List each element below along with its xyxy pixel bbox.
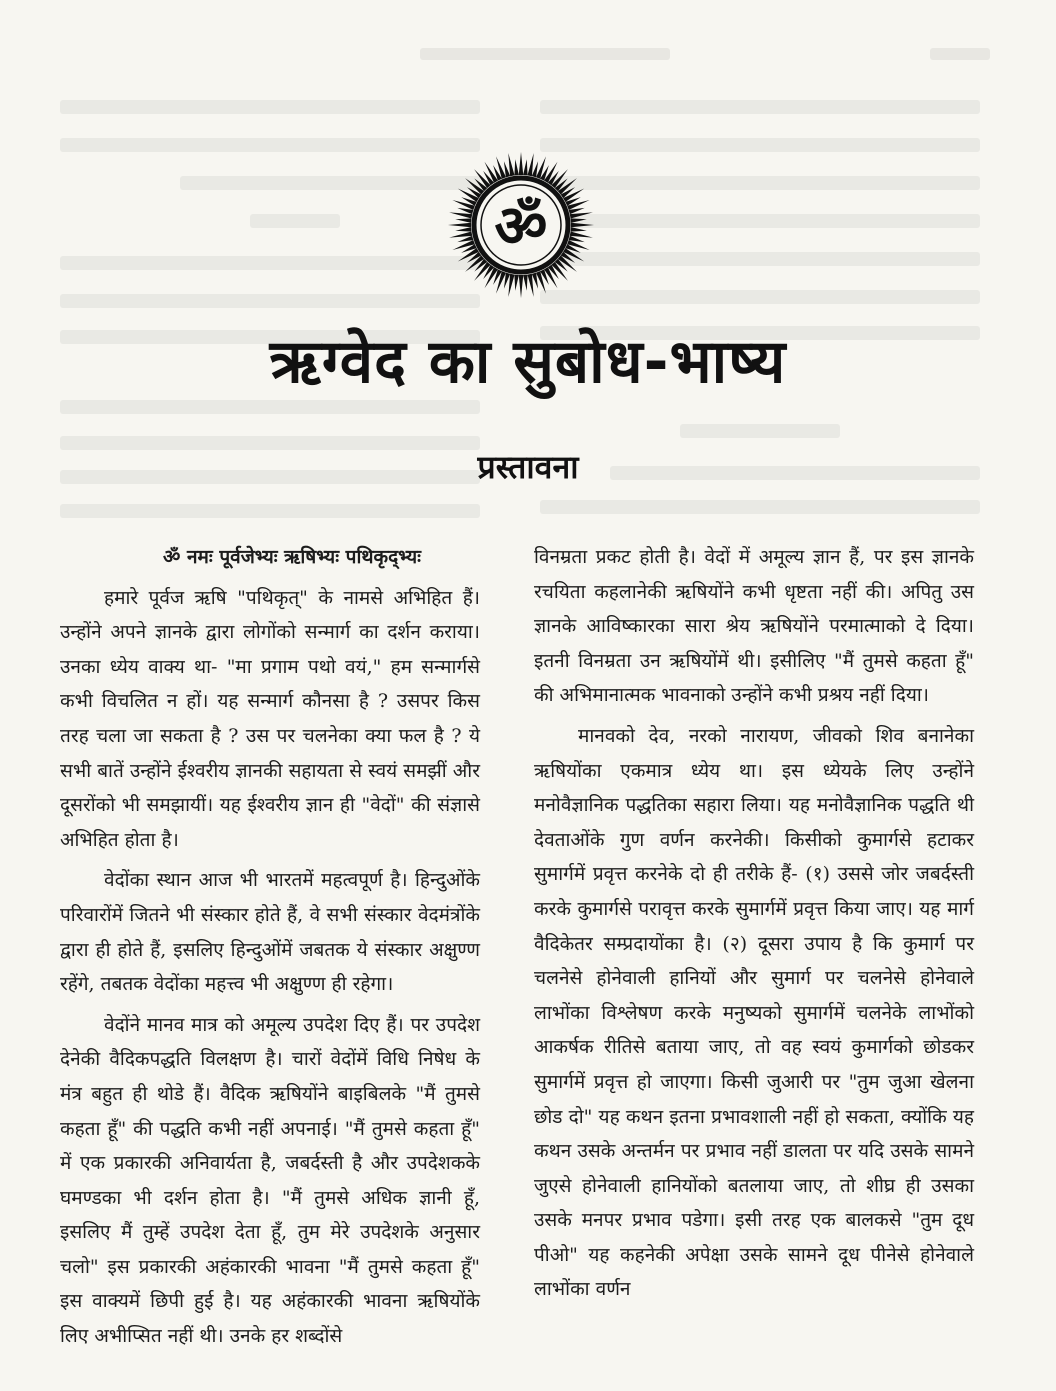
svg-text:ॐ: ॐ [494,192,548,260]
invocation-line: ॐ नमः पूर्वजेभ्यः ऋषिभ्यः पथिकृद्भ्यः [163,546,421,568]
left-column [60,540,480,1360]
section-heading: प्रस्तावना [477,448,579,486]
show-through-header [60,48,990,62]
om-sun-icon [446,150,596,300]
paragraph: वेदोंने मानव मात्र को अमूल्य उपदेश दिए हैं। पर उपदेश देनेकी वैदिकपद्धति विलक्षण है। चारों वेदोंमें विधि निषेध के मंत्र बहुत ही थोडे हैं। वैदिक ऋषियोंने बाइबिलके "मैं तुमसे कहता हूँ" की पद्धति कभी नहीं अपनाई। "मैं तुमसे कहता हूँ" में एक प्रकारकी अनिवार्यता है, जबर्दस्ती है और उपदेशकके घमण्डका भी दर्शन होता है। "मैं तुमसे अधिक ज्ञानी हूँ, इसलिए मैं तुम्हें उपदेश देता हूँ, तुम मेरे उपदेशके अनुसार चलो" इस प्रकारकी अहंकारकी भावना "मैं तुमसे कहता हूँ" इस वाक्यमें छिपी हुई है। यह अहंकारकी भावना ऋषियोंके लिए अभीप्सित नहीं थी। उनके हर शब्दोंसे [60,1013,480,1348]
page-title: ऋग्वेद का सुबोध-भाष्य [269,327,787,397]
paragraph: मानवको देव, नरको नारायण, जीवको शिव बनानेका ऋषियोंका एकमात्र ध्येय था। इस ध्येयके लिए उन्होंने मनोवैज्ञानिक पद्धतिका सहारा लिया। यह मनोवैज्ञानिक पद्धति थी देवताओंके गुण वर्णन करनेकी। किसीको कुमार्गसे हटाकर सुमार्गमें प्रवृत्त करनेके दो ही तरीके हैं- (१) उससे जोर जबर्दस्ती करके कुमार्गसे परावृत्त करके सुमार्गमें प्रवृत्त किया जाए। यह मार्ग वैदिकेतर सम्प्रदायोंका है। (२) दूसरा उपाय है कि कुमार्ग पर चलनेसे होनेवाली हानियों और सुमार्ग पर चलनेसे होनेवाले लाभोंका विश्लेषण करके मनुष्यको सुमार्गमें चलनेके लाभोंको आकर्षक रीतिसे बताया जाए, तो वह स्वयं कुमार्गको छोडकर सुमार्गमें प्रवृत्त हो जाएगा। किसी जुआरी पर "तुम जुआ खेलना छोड दो" यह कथन इतना प्रभावशाली नहीं हो सकता, क्योंकि यह कथन उसके अन्तर्मन पर प्रभाव नहीं डालता पर यदि उसके सामने जुएसे होनेवाली हानियोंको बतलाया जाए, तो शीघ्र ही उसका उसके मनपर प्रभाव पडेगा। इसी तरह एक बालकसे "तुम दूध पीओ" यह कहनेकी अपेक्षा उसके सामने दूध पीनेसे होनेवाले लाभोंका वर्णन [534,724,974,1301]
right-column [534,540,974,1313]
paragraph: वेदोंका स्थान आज भी भारतमें महत्वपूर्ण है। हिन्दुओंके परिवारोंमें जितने भी संस्कार होते हैं, वे सभी संस्कार वेदमंत्रोंके द्वारा ही होते हैं, इसलिए हिन्दुओंमें जबतक ये संस्कार अक्षुण्ण रहेंगे, तबतक वेदोंका महत्त्व भी अक्षुण्ण ही रहेगा। [60,869,480,996]
paragraph: हमारे पूर्वज ऋषि "पथिकृत्" के नामसे अभिहित हैं। उन्होंने अपने ज्ञानके द्वारा लोगोंको सन्मार्ग का दर्शन कराया। उनका ध्येय वाक्य था- "मा प्रगाम पथो वयं," हम सन्मार्गसे कभी विचलित न हों। यह सन्मार्ग कौनसा है ? उसपर किस तरह चला जा सकता है ? उस पर चलनेका क्या फल है ? ये सभी बातें उन्होंने ईश्वरीय ज्ञानकी सहायता से स्वयं समझीं और दूसरोंको भी समझायीं। यह ईश्वरीय ज्ञान ही "वेदों" की संज्ञासे अभिहित होता है। [60,586,480,851]
paragraph: विनम्रता प्रकट होती है। वेदों में अमूल्य ज्ञान हैं, पर इस ज्ञानके रचयिता कहलानेकी ऋषियोंने कभी धृष्टता नहीं की। अपितु उस ज्ञानके आविष्कारका सारा श्रेय ऋषियोंने परमात्माको दे दिया। इतनी विनम्रता उन ऋषियोंमें थी। इसीलिए "मैं तुमसे कहता हूँ" की अभिमानात्मक भावनाको उन्होंने कभी प्रश्रय नहीं दिया। [534,546,974,707]
show-through-text [0,0,1056,620]
